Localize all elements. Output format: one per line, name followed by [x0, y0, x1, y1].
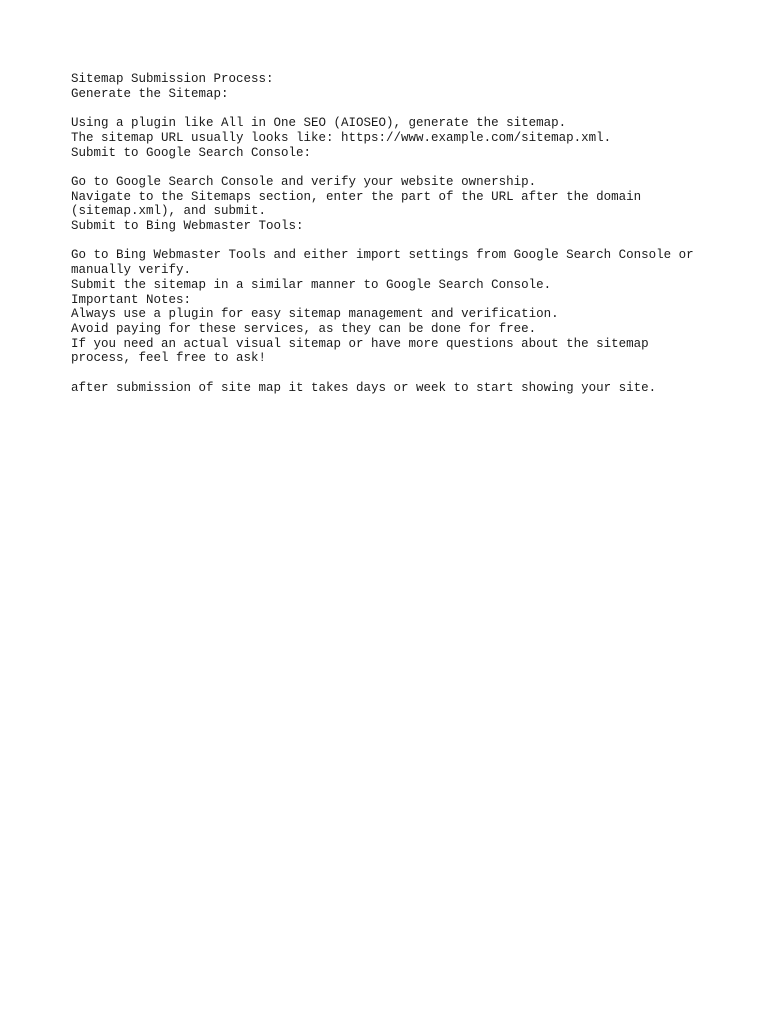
blank-line — [71, 101, 711, 116]
text-sitemap-url-example: The sitemap URL usually looks like: https://www.example.com/sitemap.xml. — [71, 130, 612, 145]
text-submission-timing: after submission of site map it takes days or week to start showing your site. — [71, 380, 657, 395]
text-bing-import-2: manually verify. — [71, 263, 192, 278]
text-note-free: Avoid paying for these services, as they can be done for free. — [71, 321, 537, 336]
blank-line — [71, 366, 711, 381]
blank-line — [71, 160, 711, 175]
text-plugin-generate: Using a plugin like All in One SEO (AIOSEO), generate the sitemap. — [71, 116, 567, 131]
heading-important-notes: Important Notes: — [71, 292, 192, 307]
heading-generate-sitemap: Generate the Sitemap: — [71, 86, 229, 101]
document-body — [71, 72, 711, 395]
text-navigate-sitemaps-2: (sitemap.xml), and submit. — [71, 204, 267, 219]
heading-sitemap-submission-process: Sitemap Submission Process: — [71, 72, 274, 86]
heading-submit-google: Submit to Google Search Console: — [71, 145, 312, 160]
text-navigate-sitemaps-1: Navigate to the Sitemaps section, enter the part of the URL after the domain — [71, 189, 642, 204]
heading-submit-bing: Submit to Bing Webmaster Tools: — [71, 219, 304, 233]
text-note-ask-2: process, feel free to ask! — [71, 351, 267, 366]
text-note-ask-1: If you need an actual visual sitemap or have more questions about the sitemap — [71, 336, 649, 351]
text-bing-submit: Submit the sitemap in a similar manner to Google Search Console. — [71, 277, 552, 292]
text-google-verify: Go to Google Search Console and verify your website ownership. — [71, 174, 537, 189]
text-bing-import-1: Go to Bing Webmaster Tools and either import settings from Google Search Console or — [71, 248, 694, 263]
blank-line — [71, 234, 711, 249]
text-note-plugin: Always use a plugin for easy sitemap management and verification. — [71, 307, 559, 322]
